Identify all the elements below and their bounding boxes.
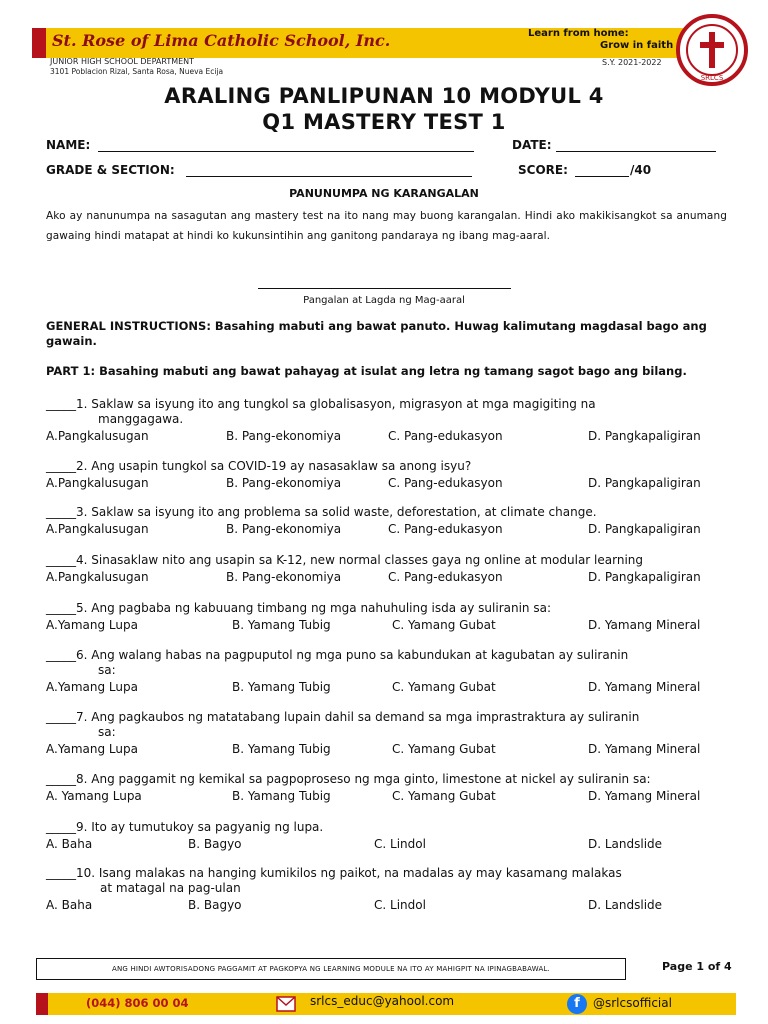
answer-option: C. Yamang Gubat bbox=[392, 618, 496, 632]
answer-option: D. Yamang Mineral bbox=[588, 789, 701, 803]
answer-blank[interactable]: _____ bbox=[46, 866, 76, 880]
answer-option: D. Pangkapaligiran bbox=[588, 522, 701, 536]
question-text bbox=[46, 505, 597, 520]
page-title: ARALING PANLIPUNAN 10 MODYUL 4 bbox=[164, 84, 604, 108]
page-number: Page 1 of 4 bbox=[662, 960, 732, 973]
question-continuation: manggagawa. bbox=[98, 412, 184, 426]
name-label: NAME: bbox=[46, 138, 91, 152]
question-text bbox=[46, 459, 471, 474]
school-seal-icon bbox=[676, 14, 748, 86]
question-text bbox=[46, 397, 596, 412]
answer-blank[interactable]: _____ bbox=[46, 505, 76, 519]
question-text bbox=[46, 710, 639, 725]
question-text bbox=[46, 866, 622, 881]
answer-blank[interactable]: _____ bbox=[46, 820, 76, 834]
answer-option: B. Yamang Tubig bbox=[232, 789, 331, 803]
answer-option: C. Lindol bbox=[374, 837, 426, 851]
facebook-handle[interactable]: @srlcsofficial bbox=[593, 996, 672, 1010]
question-text bbox=[46, 601, 551, 616]
answer-option: A.Pangkalusugan bbox=[46, 570, 149, 584]
answer-option: A.Pangkalusugan bbox=[46, 522, 149, 536]
answer-option: D. Landslide bbox=[588, 898, 663, 912]
answer-option: B. Bagyo bbox=[188, 898, 242, 912]
answer-option: C. Yamang Gubat bbox=[392, 742, 496, 756]
answer-option: B. Pang-ekonomiya bbox=[226, 429, 342, 443]
question-line: 9. Ito ay tumutukoy sa pagyanig ng lupa. bbox=[76, 820, 324, 834]
score-field[interactable] bbox=[575, 176, 629, 177]
answer-option: A.Yamang Lupa bbox=[46, 742, 138, 756]
question-line: 2. Ang usapin tungkol sa COVID-19 ay nasasaklaw sa anong isyu? bbox=[76, 459, 472, 473]
answer-option: D. Yamang Mineral bbox=[588, 742, 701, 756]
answer-option: B. Pang-ekonomiya bbox=[226, 522, 342, 536]
answer-option: D. Landslide bbox=[588, 837, 663, 851]
phone-number: (044) 806 00 04 bbox=[86, 996, 189, 1010]
oath-text: Ako ay nanunumpa na sasagutan ang mastery test na ito nang may buong karangalan. Hindi ako makikisangkot sa anumang gawaing hindi matapat at hindi ko kukunsintihin ang ganitong pandaraya ng ibang mag-aaral. bbox=[46, 210, 727, 242]
question-text bbox=[46, 648, 628, 663]
address: 3101 Poblacion Rizal, Santa Rosa, Nueva Ecija bbox=[50, 67, 224, 76]
mail-icon bbox=[276, 996, 296, 1012]
question-line: 4. Sinasaklaw nito ang usapin sa K-12, new normal classes gaya ng online at modular learning bbox=[76, 553, 644, 567]
answer-option: A.Pangkalusugan bbox=[46, 476, 149, 490]
answer-option: B. Yamang Tubig bbox=[232, 742, 331, 756]
grade-section-label: GRADE & SECTION: bbox=[46, 163, 175, 177]
seal-text: SRLCS bbox=[700, 74, 724, 82]
tagline-grow: Grow in faith bbox=[600, 40, 674, 51]
question-line: 10. Isang malakas na hanging kumikilos ng paikot, na madalas ay may kasamang malakas bbox=[76, 866, 622, 880]
answer-option: C. Lindol bbox=[374, 898, 426, 912]
school-name: St. Rose of Lima Catholic School, Inc. bbox=[52, 31, 391, 50]
school-year: S.Y. 2021-2022 bbox=[602, 58, 662, 67]
signature-caption: Pangalan at Lagda ng Mag-aaral bbox=[303, 295, 465, 306]
grade-section-field[interactable] bbox=[186, 176, 472, 177]
question-continuation: at matagal na pag-ulan bbox=[100, 881, 241, 895]
date-field[interactable] bbox=[556, 151, 716, 152]
answer-option: C. Pang-edukasyon bbox=[388, 429, 503, 443]
answer-option: C. Pang-edukasyon bbox=[388, 570, 503, 584]
department: JUNIOR HIGH SCHOOL DEPARTMENT bbox=[50, 57, 195, 66]
question-line: 3. Saklaw sa isyung ito ang problema sa solid waste, deforestation, at climate change. bbox=[76, 505, 597, 519]
answer-option: A.Yamang Lupa bbox=[46, 618, 138, 632]
question-continuation: sa: bbox=[98, 663, 116, 677]
answer-option: B. Yamang Tubig bbox=[232, 618, 331, 632]
answer-option: A.Pangkalusugan bbox=[46, 429, 149, 443]
part1-instructions: PART 1: Basahing mabuti ang bawat pahayag at isulat ang letra ng tamang sagot bago ang bilang. bbox=[46, 364, 687, 378]
answer-option: A. Baha bbox=[46, 837, 93, 851]
page-subtitle: Q1 MASTERY TEST 1 bbox=[262, 110, 506, 134]
date-label: DATE: bbox=[512, 138, 552, 152]
facebook-icon: f bbox=[567, 994, 587, 1014]
answer-option: B. Pang-ekonomiya bbox=[226, 570, 342, 584]
email-address[interactable]: srlcs_educ@yahool.com bbox=[310, 994, 455, 1008]
answer-option: D. Yamang Mineral bbox=[588, 680, 701, 694]
answer-blank[interactable]: _____ bbox=[46, 553, 76, 567]
question-line: 6. Ang walang habas na pagpuputol ng mga puno sa kabundukan at kagubatan ay suliranin bbox=[76, 648, 629, 662]
score-total: /40 bbox=[630, 163, 652, 177]
question-line: 8. Ang paggamit ng kemikal sa pagpoproseso ng mga ginto, limestone at nickel ay suliranin sa: bbox=[76, 772, 651, 786]
signature-line[interactable] bbox=[258, 288, 511, 289]
answer-blank[interactable]: _____ bbox=[46, 459, 76, 473]
answer-option: C. Yamang Gubat bbox=[392, 680, 496, 694]
question-text bbox=[46, 820, 323, 835]
answer-option: A.Yamang Lupa bbox=[46, 680, 138, 694]
answer-option: B. Pang-ekonomiya bbox=[226, 476, 342, 490]
answer-option: D. Pangkapaligiran bbox=[588, 570, 701, 584]
score-label: SCORE: bbox=[518, 163, 568, 177]
copyright-notice: ANG HINDI AWTORISADONG PAGGAMIT AT PAGKOPYA NG LEARNING MODULE NA ITO AY MAHIGPIT NA IPINAGBABAWAL. bbox=[36, 958, 626, 980]
answer-option: D. Pangkapaligiran bbox=[588, 476, 701, 490]
answer-blank[interactable]: _____ bbox=[46, 397, 76, 411]
answer-option: B. Yamang Tubig bbox=[232, 680, 331, 694]
answer-blank[interactable]: _____ bbox=[46, 601, 76, 615]
name-field[interactable] bbox=[98, 151, 474, 152]
answer-option: D. Pangkapaligiran bbox=[588, 429, 701, 443]
question-line: 1. Saklaw sa isyung ito ang tungkol sa globalisasyon, migrasyon at mga magigiting na bbox=[76, 397, 596, 411]
answer-option: C. Pang-edukasyon bbox=[388, 522, 503, 536]
answer-option: C. Pang-edukasyon bbox=[388, 476, 503, 490]
answer-option: B. Bagyo bbox=[188, 837, 242, 851]
answer-option: A. Baha bbox=[46, 898, 93, 912]
question-line: 7. Ang pagkaubos ng matatabang lupain dahil sa demand sa mga imprastraktura ay suliranin bbox=[76, 710, 640, 724]
tagline-learn: Learn from home: bbox=[528, 28, 629, 39]
general-instructions: GENERAL INSTRUCTIONS: Basahing mabuti ang bawat panuto. Huwag kalimutang magdasal bago ang gawain. bbox=[46, 319, 707, 348]
answer-blank[interactable]: _____ bbox=[46, 648, 76, 662]
answer-option: A. Yamang Lupa bbox=[46, 789, 142, 803]
question-line: 5. Ang pagbaba ng kabuuang timbang ng mga nahuhuling isda ay suliranin sa: bbox=[76, 601, 551, 615]
answer-option: C. Yamang Gubat bbox=[392, 789, 496, 803]
answer-option: D. Yamang Mineral bbox=[588, 618, 701, 632]
question-text bbox=[46, 772, 651, 787]
oath-title: PANUNUMPA NG KARANGALAN bbox=[289, 187, 479, 200]
answer-blank[interactable]: _____ bbox=[46, 710, 76, 724]
question-text bbox=[46, 553, 643, 568]
answer-blank[interactable]: _____ bbox=[46, 772, 76, 786]
question-continuation: sa: bbox=[98, 725, 116, 739]
